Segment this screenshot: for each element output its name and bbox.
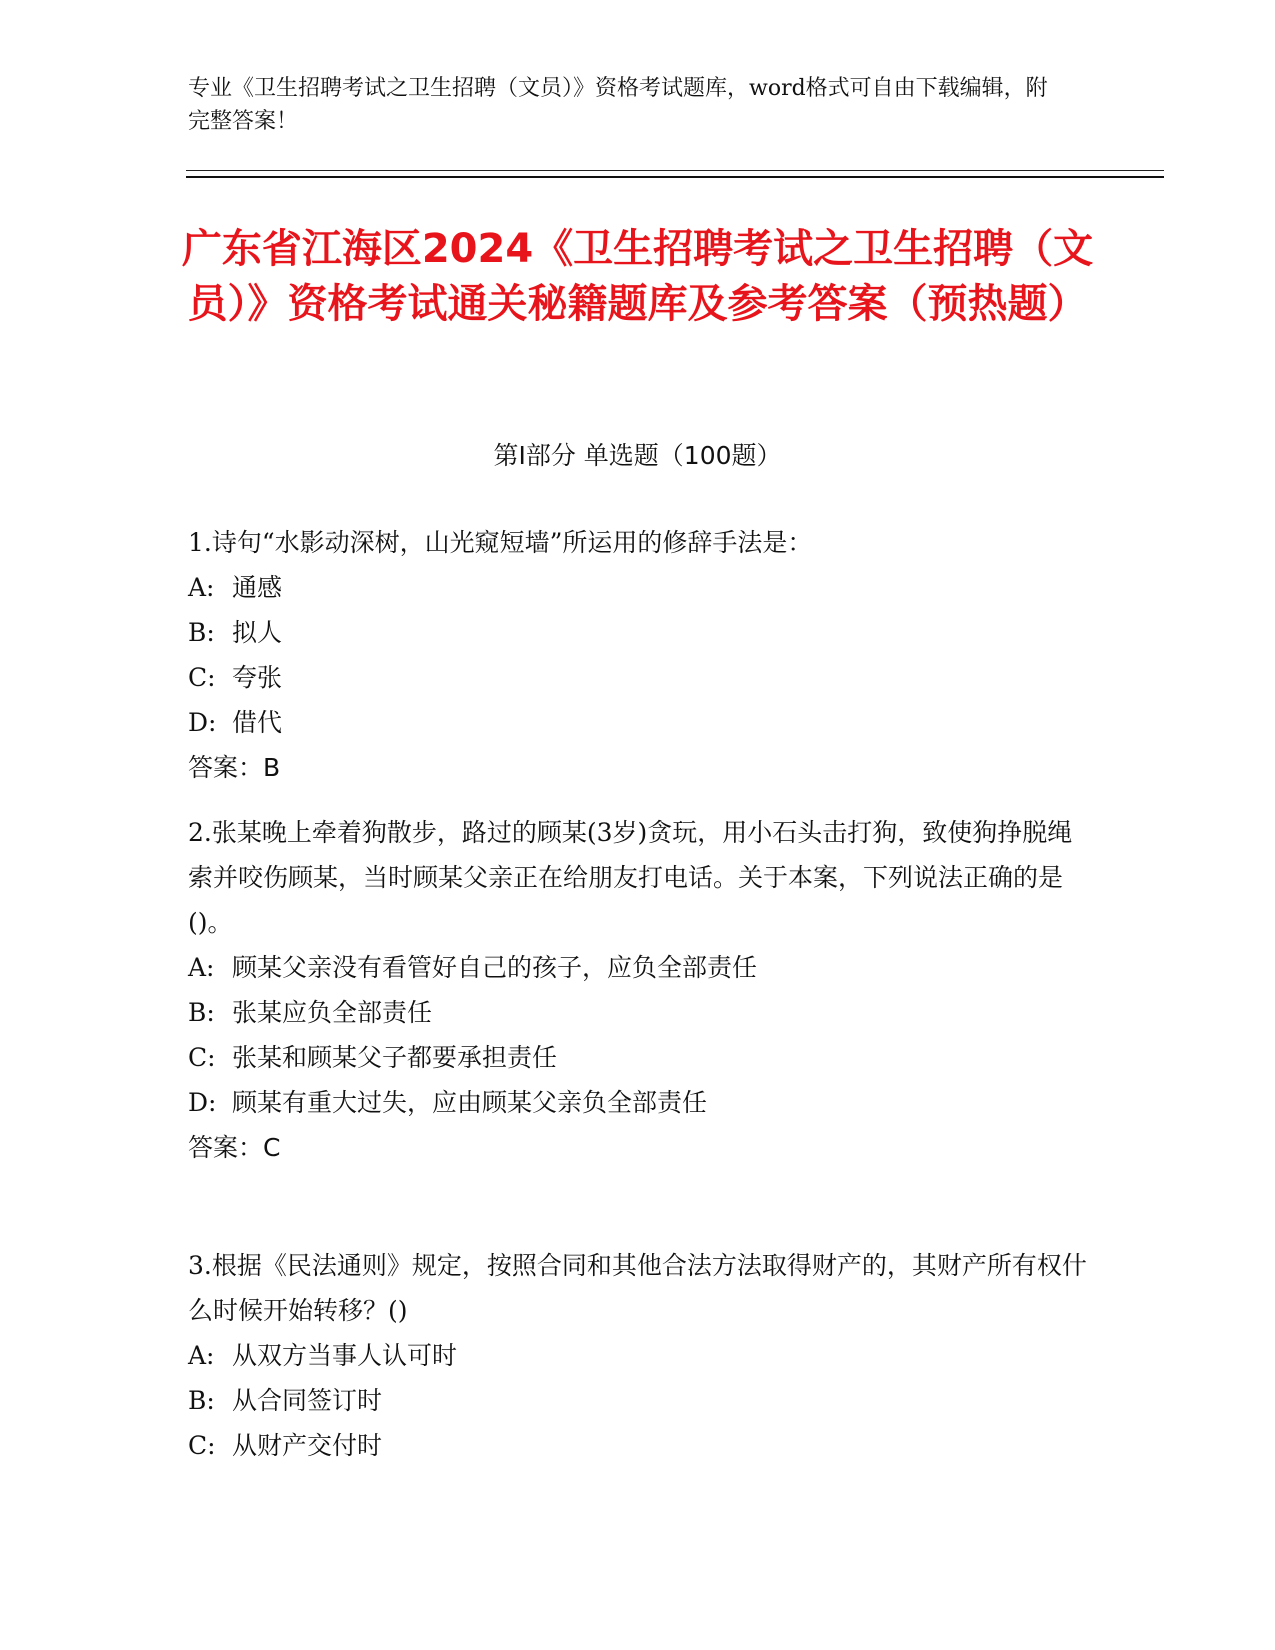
option-text: 从财产交付时 — [232, 1431, 383, 1460]
option-text: 从双方当事人认可时 — [232, 1341, 458, 1370]
header-note: 专业《卫生招聘考试之卫生招聘（文员）》资格考试题库，word格式可自由下载编辑，附完整答案！ — [188, 76, 1048, 134]
option-key: C: — [188, 663, 216, 692]
question-stem: 2.张某晚上牵着狗散步，路过的顾某(3岁)贪玩，用小石头击打狗，致使狗挣脱绳索并咬伤顾某，当时顾某父亲正在给朋友打电话。关于本案，下列说法正确的是()。 — [188, 818, 1073, 937]
question-stem: 1.诗句“水影动深树，山光窥短墙”所运用的修辞手法是： — [188, 528, 813, 557]
option-key: D: — [188, 1088, 217, 1117]
header-rule-thin — [186, 170, 1164, 171]
option-text: 借代 — [232, 708, 283, 737]
option-a — [188, 945, 1088, 990]
option-key: C: — [188, 1043, 216, 1072]
question-stem: 3.根据《民法通则》规定，按照合同和其他合法方法取得财产的，其财产所有权什么时候开始转移？() — [188, 1251, 1087, 1325]
option-text: 张某和顾某父子都要承担责任 — [232, 1043, 558, 1072]
option-d — [188, 1080, 1088, 1125]
option-key: B: — [188, 618, 215, 647]
answer-line: 答案：B — [188, 753, 281, 782]
option-key: A: — [188, 953, 215, 982]
option-text: 夸张 — [232, 663, 283, 692]
option-d — [188, 700, 1088, 745]
option-c — [188, 1423, 1088, 1468]
option-b — [188, 1378, 1088, 1423]
option-text: 拟人 — [232, 618, 283, 647]
option-b — [188, 990, 1088, 1035]
option-text: 张某应负全部责任 — [232, 998, 433, 1027]
option-text: 顾某有重大过失，应由顾某父亲负全部责任 — [232, 1088, 708, 1117]
header-rule-thick — [186, 176, 1164, 178]
option-key: C: — [188, 1431, 216, 1460]
option-a — [188, 1333, 1088, 1378]
option-a — [188, 565, 1088, 610]
option-key: B: — [188, 998, 215, 1027]
option-key: A: — [188, 573, 215, 602]
question-1 — [188, 520, 1088, 790]
option-c — [188, 655, 1088, 700]
option-key: A: — [188, 1341, 215, 1370]
option-key: B: — [188, 1386, 215, 1415]
document-title: 广东省江海区2024《卫生招聘考试之卫生招聘（文员）》资格考试通关秘籍题库及参考答案（预热题） — [181, 226, 1094, 327]
question-3 — [188, 1243, 1088, 1468]
option-text: 顾某父亲没有看管好自己的孩子，应负全部责任 — [232, 953, 758, 982]
option-text: 从合同签订时 — [232, 1386, 383, 1415]
question-2 — [188, 810, 1088, 1170]
option-key: D: — [188, 708, 217, 737]
option-b — [188, 610, 1088, 655]
answer-line: 答案：C — [188, 1133, 281, 1162]
option-c — [188, 1035, 1088, 1080]
section-title: 第I部分 单选题（100题） — [493, 441, 782, 470]
option-text: 通感 — [232, 573, 283, 602]
